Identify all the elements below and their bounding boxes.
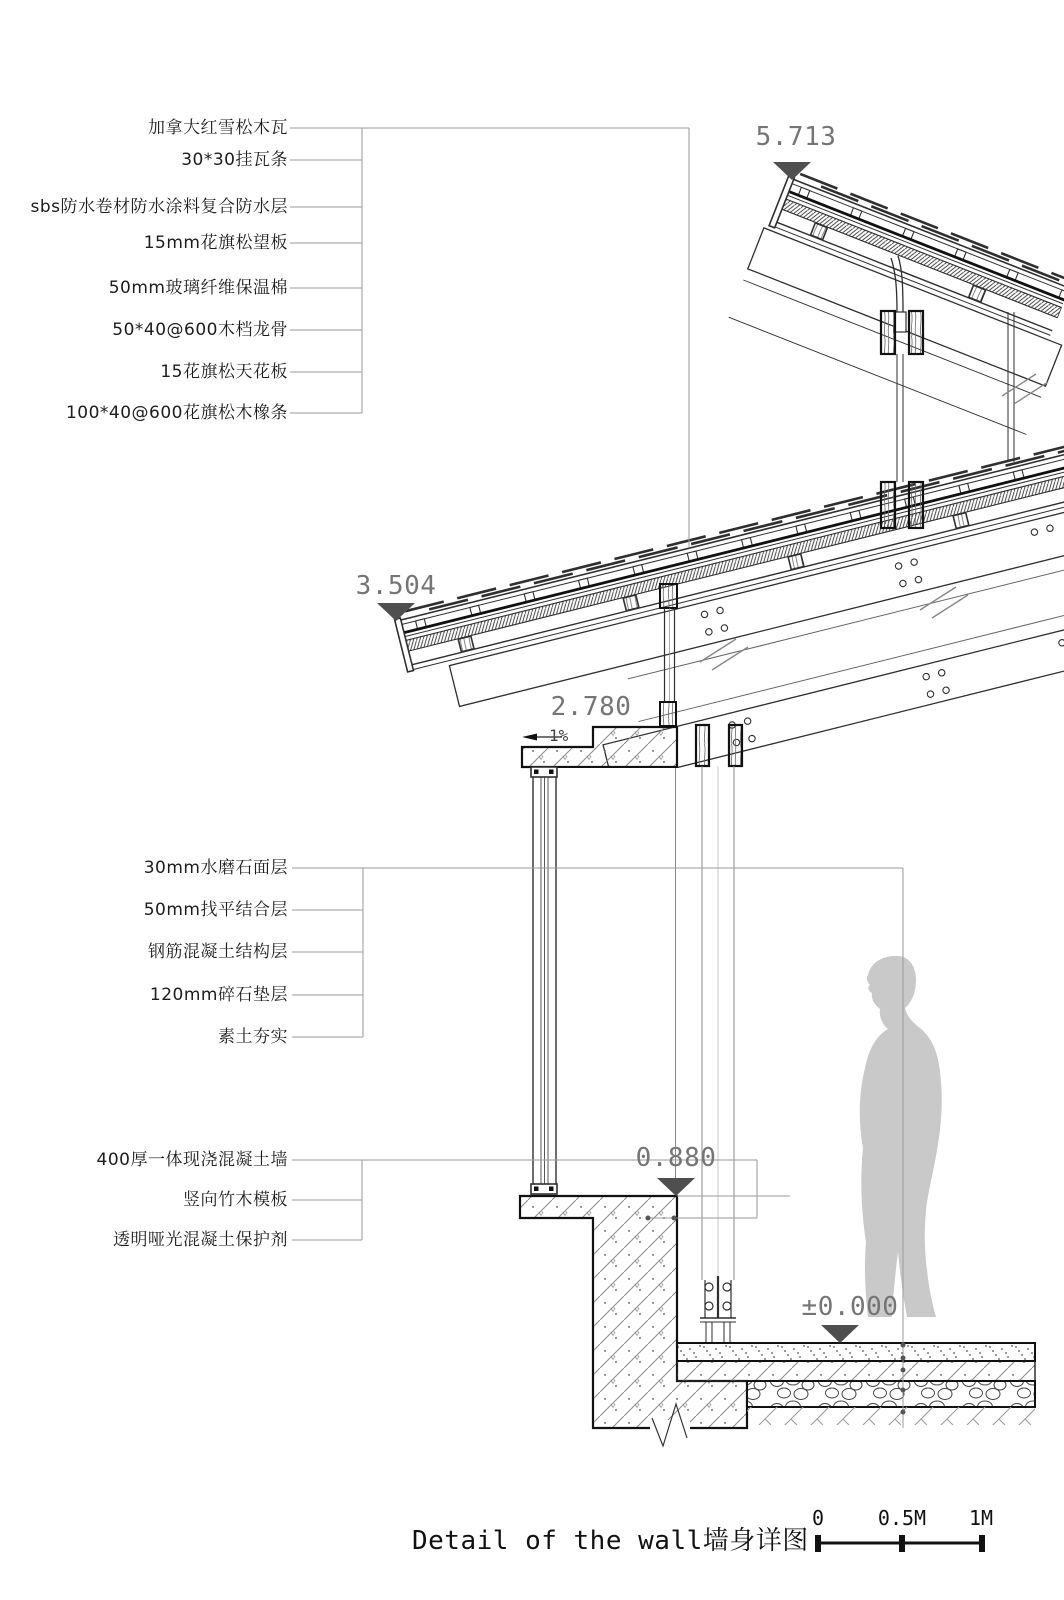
elevation-value-lower-roof: 3.504 <box>355 571 437 601</box>
elevation-value-plinth: 0.880 <box>635 1143 717 1173</box>
roof-label-waterproof: sbs防水卷材防水涂料复合防水层 <box>30 197 288 217</box>
earth-layer <box>747 1407 1035 1425</box>
wall-label-formwork: 竖向竹木模板 <box>183 1190 288 1210</box>
slope-annotation: 1% <box>549 726 569 745</box>
floor-label-leveling: 50mm找平结合层 <box>143 900 288 920</box>
roof-label-ceiling: 15花旗松天花板 <box>160 362 288 382</box>
scale-tick-1m: 1M <box>968 1506 994 1530</box>
elevation-value-ground: ±0.000 <box>801 1292 899 1322</box>
roof-label-insulation: 50mm玻璃纤维保温棉 <box>108 278 288 298</box>
elevation-value-roof-top: 5.713 <box>755 122 837 152</box>
roof-label-joist: 50*40@600木档龙骨 <box>112 320 288 340</box>
elevation-value-gutter: 2.780 <box>550 692 632 722</box>
roof-label-sheathing: 15mm花旗松望板 <box>143 233 288 253</box>
column-base <box>700 1276 736 1342</box>
person-silhouette <box>860 956 942 1317</box>
floor-label-earth: 素土夯实 <box>218 1027 288 1047</box>
roof-label-rafter: 100*40@600花旗松木橡条 <box>65 403 288 423</box>
concrete-wall <box>520 1196 747 1428</box>
floor-terrazzo-layer <box>677 1343 1035 1361</box>
roof-label-shingle: 加拿大红雪松木瓦 <box>148 118 288 138</box>
window-section <box>531 767 557 1194</box>
floor-label-structure: 钢筋混凝土结构层 <box>148 942 288 962</box>
scale-bar <box>815 1535 985 1552</box>
gutter-beam <box>522 727 677 767</box>
wall-label-concrete: 400厚一体现浇混凝土墙 <box>96 1150 288 1170</box>
roof-label-batten: 30*30挂瓦条 <box>181 150 288 170</box>
scale-tick-05m: 0.5M <box>877 1506 927 1530</box>
floor-concrete-layer <box>677 1361 1035 1381</box>
floor-label-terrazzo: 30mm水磨石面层 <box>143 858 288 878</box>
drawing-title: Detail of the wall墙身详图 <box>412 1526 809 1556</box>
window-bay <box>556 768 689 1195</box>
scale-tick-0: 0 <box>811 1506 825 1530</box>
marker-0000 <box>821 1325 859 1343</box>
wall-label-sealer: 透明哑光混凝土保护剂 <box>113 1230 288 1250</box>
gravel-layer <box>747 1381 1035 1407</box>
floor-label-gravel: 120mm碎石垫层 <box>149 985 288 1005</box>
